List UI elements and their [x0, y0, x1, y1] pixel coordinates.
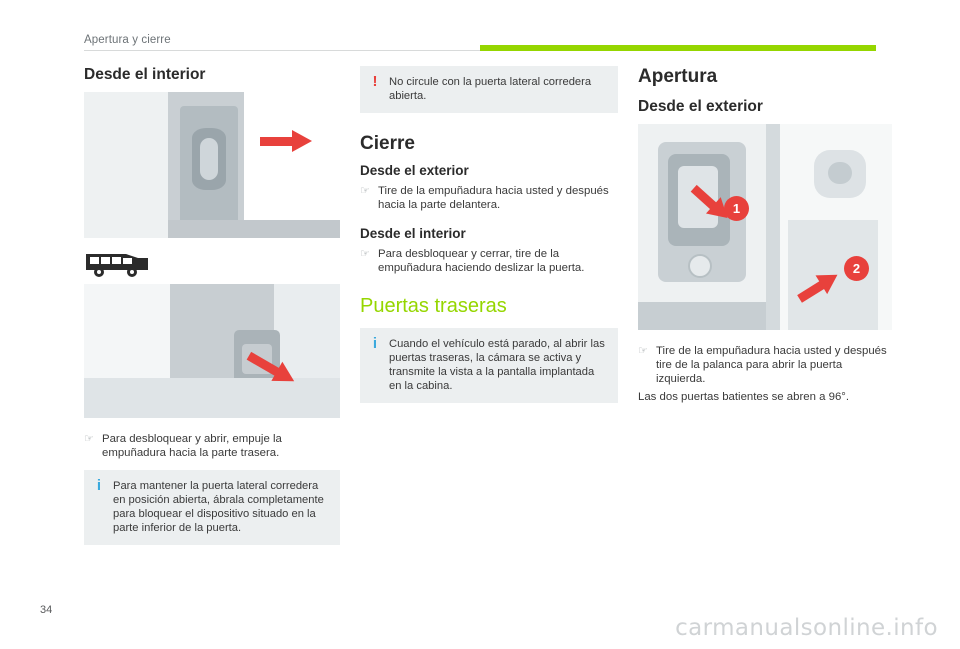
column-right	[638, 66, 892, 404]
section-header: Apertura y cierre	[84, 34, 171, 46]
pointer-icon: ☞	[638, 345, 648, 357]
bullet-cierre-interior: ☞ Para desbloquear y cerrar, tire de la empuñadura haciendo deslizar la puerta.	[360, 248, 585, 274]
pointer-icon: ☞	[360, 248, 370, 260]
callout-badge-1: 1	[724, 196, 749, 221]
heading-cierre-exterior: Desde el exterior	[360, 163, 469, 178]
info-icon: i	[372, 335, 378, 352]
van-icon	[84, 248, 150, 278]
heading-apertura-exterior: Desde el exterior	[638, 98, 763, 115]
page-number: 34	[40, 604, 53, 616]
heading-desde-el-interior: Desde el interior	[84, 66, 206, 83]
figure-exterior-handle	[638, 124, 892, 330]
info-icon: i	[96, 477, 102, 494]
warning-icon: !	[372, 73, 378, 90]
heading-cierre: Cierre	[360, 133, 415, 154]
watermark: carmanualsonline.info	[675, 615, 938, 641]
pointer-icon: ☞	[84, 433, 94, 445]
figure-interior-handle	[84, 92, 340, 238]
heading-apertura: Apertura	[638, 66, 718, 87]
heading-cierre-interior: Desde el interior	[360, 226, 466, 241]
callout-badge-2: 2	[844, 256, 869, 281]
pointer-icon: ☞	[360, 185, 370, 197]
bullet-cierre-exterior: ☞ Tire de la empuñadura hacia usted y después hacia la parte delantera.	[360, 185, 609, 211]
heading-puertas-traseras: Puertas traseras	[360, 295, 507, 317]
note-box-interior: i Para mantener la puerta lateral corredera en posición abierta, ábrala completamente para bloquear el dispositivo situado en la parte inferior de la puerta.	[84, 470, 340, 545]
column-middle	[360, 66, 618, 403]
warning-box: ! No circule con la puerta lateral corredera abierta.	[360, 66, 618, 113]
bullet-desbloquear-abrir: ☞ Para desbloquear y abrir, empuje la empuñadura hacia la parte trasera.	[84, 433, 282, 459]
column-left	[84, 66, 340, 545]
figure-interior-lock	[84, 284, 340, 418]
header-accent-bar	[480, 45, 876, 51]
arrow-icon	[260, 130, 318, 152]
note-box-traseras: i Cuando el vehículo está parado, al abrir las puertas traseras, la cámara se activa y transmite la vista a la pantalla implantada en la cabina.	[360, 328, 618, 403]
bullet-apertura: ☞ Tire de la empuñadura hacia usted y después tire de la palanca para abrir la puerta izquierda.	[638, 345, 887, 385]
paragraph-apertura: Las dos puertas batientes se abren a 96°.	[638, 391, 849, 403]
